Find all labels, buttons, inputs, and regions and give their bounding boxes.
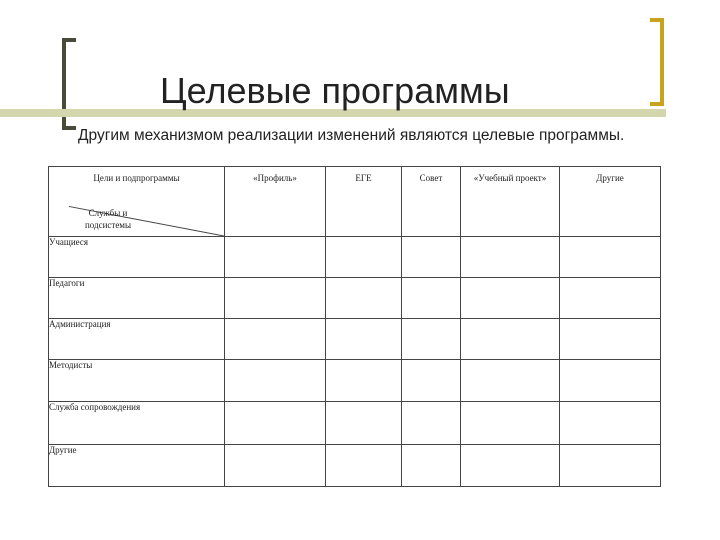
table-cell [402, 319, 461, 360]
table-row [49, 402, 661, 445]
table-cell [225, 278, 326, 319]
table-cell [225, 319, 326, 360]
table-cell [402, 445, 461, 487]
column-header: Совет [402, 167, 461, 237]
table-cell [326, 360, 402, 402]
table-cell [461, 278, 560, 319]
table-cell [560, 445, 661, 487]
row-label: Администрация [49, 319, 225, 360]
table-cell [225, 402, 326, 445]
slide-subtitle: Другим механизмом реализации изменений являются целевые программы. [78, 127, 625, 144]
table-cell [326, 319, 402, 360]
table-cell [326, 402, 402, 445]
table-cell [461, 402, 560, 445]
table-cell [326, 445, 402, 487]
table-cell [326, 278, 402, 319]
table-cell [461, 319, 560, 360]
column-header: «Профиль» [225, 167, 326, 237]
table-cell [560, 237, 661, 278]
header-row [49, 167, 661, 237]
table-cell [402, 360, 461, 402]
table-cell [402, 278, 461, 319]
table-row [49, 319, 661, 360]
column-header: ЕГЕ [326, 167, 402, 237]
row-label: Методисты [49, 360, 225, 402]
table-row [49, 360, 661, 402]
table-cell [402, 402, 461, 445]
table-row [49, 278, 661, 319]
row-label: Учащиеся [49, 237, 225, 278]
column-header: «Учебный проект» [461, 167, 560, 237]
table-cell [402, 237, 461, 278]
slide-title: Целевые программы [160, 70, 510, 111]
programs-table [48, 166, 661, 487]
table-cell [461, 237, 560, 278]
table-cell [461, 445, 560, 487]
table-cell [326, 237, 402, 278]
table-cell [560, 278, 661, 319]
table-cell [560, 402, 661, 445]
table-cell [461, 360, 560, 402]
table-cell [560, 360, 661, 402]
table-row [49, 237, 661, 278]
row-label: Педагоги [49, 278, 225, 319]
table-cell [225, 360, 326, 402]
corner-bottom-label: Службы и подсистемы [84, 208, 132, 230]
corner-top-label: Цели и подпрограммы [93, 173, 180, 183]
table-cell [225, 237, 326, 278]
right-bracket-decoration [650, 18, 664, 106]
column-header: Другие [560, 167, 661, 237]
row-label: Другие [49, 445, 225, 487]
table-row [49, 445, 661, 487]
row-label: Служба сопровождения [49, 402, 225, 445]
table-cell [560, 319, 661, 360]
corner-header-cell [49, 167, 225, 237]
table-cell [225, 445, 326, 487]
